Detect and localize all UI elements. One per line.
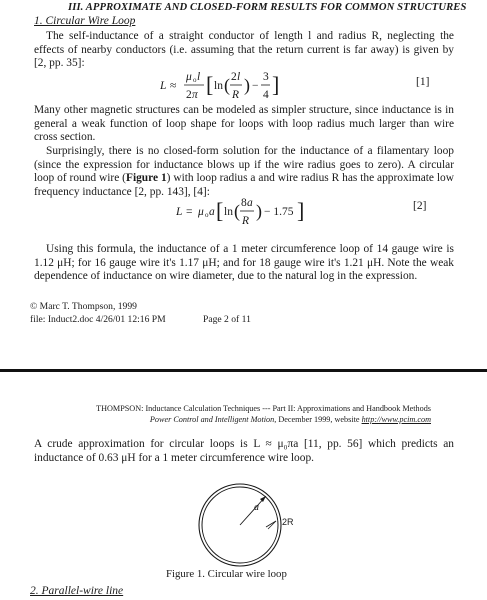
section-title-parallel-wire: 2. Parallel-wire line [30, 585, 124, 597]
svg-text:l: l [197, 71, 201, 83]
file-info: file: Induct2.doc 4/26/01 12:16 PM [30, 314, 166, 325]
copyright-notice: © Marc T. Thompson, 1999 [30, 301, 137, 312]
page-divider [0, 363, 487, 378]
svg-text:): ) [256, 201, 262, 221]
radius-label-a: a [254, 502, 259, 513]
svg-text:≈: ≈ [170, 80, 177, 92]
svg-text:[: [ [216, 198, 224, 223]
text-run: ) with loop radius a and wire radius R has the approximate low frequency inductance [2, pp. 143], [4]: [34, 172, 454, 198]
running-header-source [11, 415, 431, 424]
svg-text:ln: ln [224, 206, 233, 218]
website-link[interactable]: http://www.pcim.com [361, 415, 431, 424]
paragraph-self-inductance: The self-inductance of a straight conductor of length l and radius R, neglecting the effects of nearby conductors (i.e. assuming that the return current is far away) is given by [2, pp. 35]: [34, 30, 454, 70]
wire-diameter-label: 2R [282, 517, 294, 527]
section-heading: III. APPROXIMATE AND CLOSED-FORM RESULTS FOR COMMON STRUCTURES [68, 2, 467, 13]
paragraph-crude-approximation: A crude approximation for circular loops is L ≈ μ₀πa [11, pp. 56] which predicts an inductance of 0.63 μH for a 1 meter circumference wire loop. [34, 438, 454, 464]
svg-text:−: − [252, 80, 259, 92]
svg-text:[: [ [206, 72, 214, 97]
svg-text:]: ] [297, 198, 305, 223]
svg-text:o: o [205, 211, 209, 219]
text-run: , December 1999, website [274, 415, 362, 424]
figure-caption: Figure 1. Circular wire loop [166, 568, 287, 580]
svg-text:μ: μ [198, 206, 204, 218]
svg-text:L: L [176, 206, 183, 218]
svg-text:o: o [193, 76, 197, 84]
section-title-circular-loop: 1. Circular Wire Loop [34, 15, 136, 27]
paragraph-filamentary-loop [34, 145, 454, 199]
svg-text:=: = [186, 206, 193, 218]
svg-text:L: L [160, 80, 167, 92]
svg-text:R: R [232, 89, 240, 101]
equation-1 [160, 68, 300, 104]
document-page-2 [0, 378, 487, 600]
page-number: Page 2 of 11 [203, 314, 251, 325]
svg-text:a: a [247, 197, 253, 209]
svg-text:2: 2 [186, 89, 192, 101]
svg-text:]: ] [272, 72, 280, 97]
svg-text:a: a [209, 206, 215, 218]
svg-text:R: R [242, 215, 250, 227]
equation-2-number: [2] [413, 200, 427, 212]
running-header-title: THOMPSON: Inductance Calculation Techniques --- Part II: Approximations and Handbook Methods [96, 404, 431, 413]
svg-text:4: 4 [263, 89, 269, 101]
svg-text:− 1.75: − 1.75 [264, 206, 294, 218]
svg-text:μ: μ [186, 71, 192, 83]
svg-text:ln: ln [214, 80, 223, 92]
paragraph-formula-results: Using this formula, the inductance of a 1 meter circumference loop of 14 gauge wire is 1.12 μH; for 16 gauge wire it's 1.17 μH; and for 18 gauge wire it's 1.21 μH. Note the weak dependence of inductance on wire diameter, due to the natural log in the expression. [34, 243, 454, 283]
svg-text:): ) [244, 75, 250, 95]
figure-reference: Figure 1 [125, 172, 167, 185]
svg-text:(: ( [234, 201, 240, 221]
paragraph-magnetic-structures: Many other magnetic structures can be modeled as simpler structure, since inductance is in general a weak function of loop shape for loops with loop radius much larger than wire cross section. [34, 104, 454, 144]
equation-2 [176, 194, 316, 230]
svg-text:l: l [237, 71, 241, 83]
equation-1-number: [1] [416, 76, 430, 88]
journal-name: Power Control and Intelligent Motion [149, 415, 275, 424]
text-run: Surprisingly, there is no closed-form solution for the inductance of a filamentary loop (since the expression for inductance blows up if the wire radius goes to zero). A circular loop of round wire ( [34, 145, 454, 185]
svg-text:2: 2 [231, 71, 237, 83]
svg-text:(: ( [224, 75, 230, 95]
svg-text:π: π [192, 89, 198, 101]
svg-text:8: 8 [241, 197, 247, 209]
svg-text:3: 3 [263, 71, 269, 83]
circular-loop-figure [196, 481, 306, 569]
